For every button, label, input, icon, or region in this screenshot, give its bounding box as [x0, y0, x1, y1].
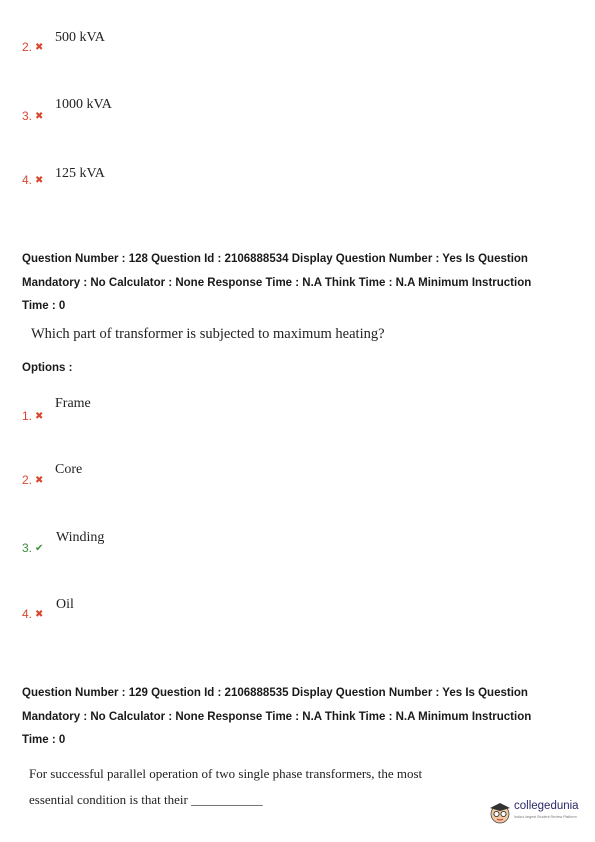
- option-number: 2. ✖: [22, 40, 44, 54]
- cross-icon: ✖: [35, 111, 44, 122]
- option-number: 3. ✖: [22, 109, 44, 123]
- question-129-meta: Question Number : 129 Question Id : 2106888535 Display Question Number : Yes Is Question Mandatory : No Calculator : None Response Time : N.A Think Time : N.A Minimum Instruction Time : 0: [22, 687, 532, 746]
- check-icon: ✔: [35, 543, 44, 554]
- option-number: 4. ✖: [22, 607, 44, 621]
- cross-icon: ✖: [35, 411, 44, 422]
- options-label: Options :: [22, 362, 73, 374]
- option-number: 2. ✖: [22, 473, 44, 487]
- cross-icon: ✖: [35, 609, 44, 620]
- mascot-icon: [488, 799, 512, 829]
- option-number: 1. ✖: [22, 409, 44, 423]
- option-text: 125 kVA: [55, 166, 105, 181]
- option-text: Core: [55, 462, 83, 477]
- option-text: Oil: [56, 597, 74, 612]
- option-text: Winding: [56, 530, 105, 545]
- option-text: Frame: [55, 396, 91, 411]
- collegedunia-logo: [488, 797, 588, 831]
- option-text: 500 kVA: [55, 30, 105, 45]
- option-number: 4. ✖: [22, 173, 44, 187]
- logo-tagline: India's largest Student Review Platform: [514, 815, 577, 819]
- logo-name: collegedunia: [514, 800, 579, 812]
- question-128-text: Which part of transformer is subjected to maximum heating?: [31, 326, 385, 342]
- option-number: 3. ✔: [22, 541, 44, 555]
- cross-icon: ✖: [35, 42, 44, 53]
- question-128-meta: Question Number : 128 Question Id : 2106888534 Display Question Number : Yes Is Question Mandatory : No Calculator : None Response Time : N.A Think Time : N.A Minimum Instruction Time : 0: [22, 253, 532, 312]
- option-text: 1000 kVA: [55, 97, 112, 112]
- cross-icon: ✖: [35, 475, 44, 486]
- cross-icon: ✖: [35, 175, 44, 186]
- question-129-text-line2: essential condition is that their ___________: [29, 792, 263, 807]
- question-129-text-line1: For successful parallel operation of two single phase transformers, the most: [29, 766, 423, 781]
